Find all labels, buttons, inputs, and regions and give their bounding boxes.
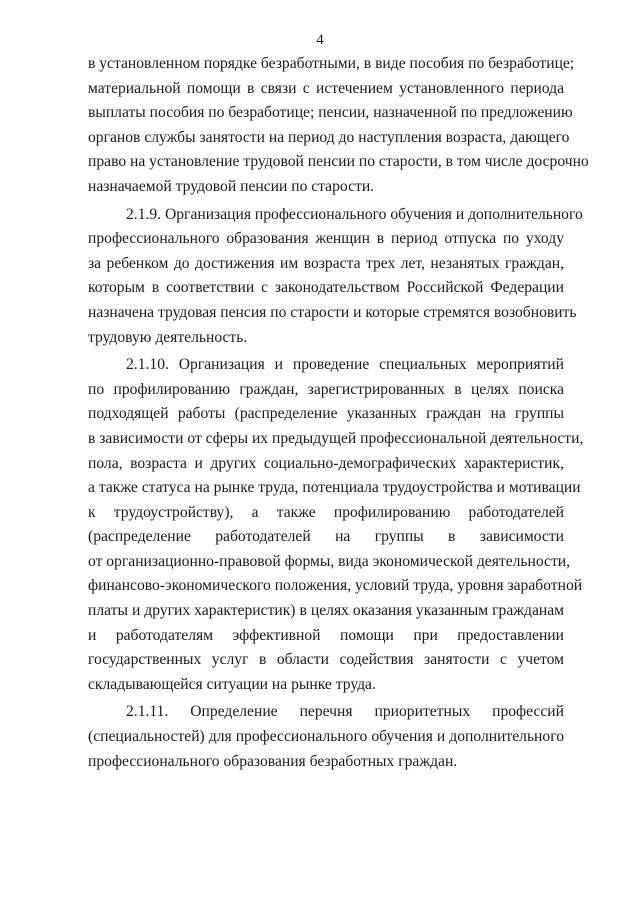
paragraph-line: профессионального образования безработных граждан.	[88, 752, 458, 770]
paragraph	[88, 203, 583, 351]
paragraph-line: которым в соответствии с законодательством Российской Федерации	[88, 279, 564, 297]
paragraph-line: к трудоустройству), а также профилированию работодателей	[88, 503, 564, 521]
paragraph-line: трудовую деятельность.	[88, 328, 248, 346]
paragraph-line: в установленном порядке безработными, в виде пособия по безработице;	[88, 55, 575, 72]
paragraph-line: складывающейся ситуации на рынке труда.	[88, 675, 376, 693]
paragraph-line: выплаты пособия по безработице; пенсии, назначенной по предложению	[88, 104, 573, 122]
page-number: 4	[316, 32, 324, 48]
paragraph-line: органов службы занятости на период до наступления возраста, дающего	[88, 128, 570, 146]
paragraph-line: по профилированию граждан, зарегистрированных в целях поиска	[88, 380, 564, 398]
paragraph-line: материальной помощи в связи с истечением установленного периода	[88, 79, 564, 97]
paragraph	[88, 700, 564, 774]
paragraph-line: (распределение работодателей на группы в зависимости	[88, 528, 564, 546]
paragraph-line: профессионального образования женщин в период отпуска по уходу	[88, 230, 564, 248]
paragraph	[88, 353, 584, 697]
paragraph	[88, 52, 589, 200]
paragraph-line: платы и других характеристик) в целях оказания указанным гражданам	[88, 602, 564, 620]
paragraph-line: пола, возраста и других социально-демографических характеристик,	[88, 454, 564, 472]
paragraph-line: в зависимости от сферы их предыдущей профессиональной деятельности,	[88, 429, 584, 447]
paragraph-line: подходящей работы (распределение указанных граждан на группы	[88, 405, 564, 423]
paragraph-line: назначена трудовая пенсия по старости и которые стремятся возобновить	[88, 303, 577, 321]
document-body	[88, 52, 589, 774]
paragraph-line: право на установление трудовой пенсии по старости, в том числе досрочно	[88, 153, 589, 171]
paragraph-line: финансово-экономического положения, условий труда, уровня заработной	[88, 577, 583, 595]
paragraph-line: а также статуса на рынке труда, потенциала трудоустройства и мотивации	[88, 479, 581, 497]
paragraph-line: и работодателям эффективной помощи при предоставлении	[88, 626, 564, 644]
paragraph-line: 2.1.11. Определение перечня приоритетных профессий	[126, 703, 564, 721]
paragraph-line: 2.1.10. Организация и проведение специальных мероприятий	[126, 356, 564, 374]
paragraph-line: государственных услуг в области содействия занятости с учетом	[88, 651, 564, 669]
paragraph-line: 2.1.9. Организация профессионального обучения и дополнительного	[126, 205, 583, 223]
paragraph-line: назначаемой трудовой пенсии по старости.	[88, 177, 375, 195]
paragraph-line: (специальностей) для профессионального обучения и дополнительного	[88, 728, 564, 746]
paragraph-line: от организационно-правовой формы, вида экономической деятельности,	[88, 552, 571, 570]
paragraph-line: за ребенком до достижения им возраста трех лет, незанятых граждан,	[88, 254, 564, 272]
